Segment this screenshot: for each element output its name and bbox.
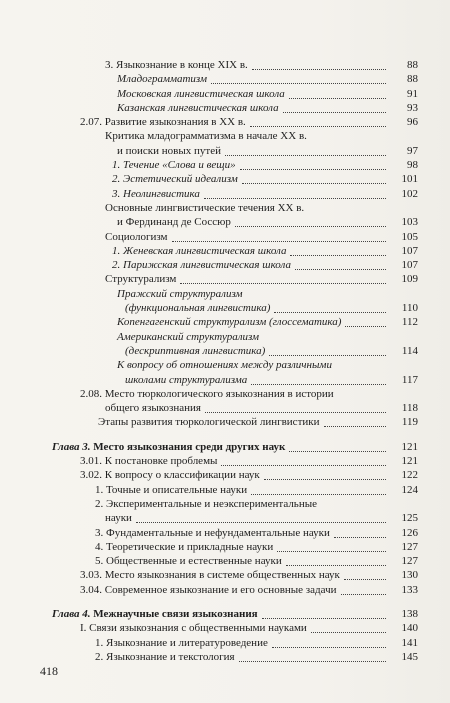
dot-leader	[286, 554, 386, 566]
toc-page-number: 125	[401, 512, 418, 525]
toc-entry	[0, 287, 450, 301]
toc-entry	[0, 540, 450, 554]
dot-leader	[242, 172, 386, 184]
toc-page-number: 121	[401, 455, 418, 468]
dot-leader	[225, 144, 386, 156]
toc-entry	[0, 454, 450, 468]
dot-leader	[204, 187, 386, 199]
toc-entry	[0, 215, 450, 229]
toc-entry-title: Глава 4. Межнаучные связи языкознания	[52, 607, 258, 620]
toc-entry-title: Основные лингвистические течения XX в.	[105, 201, 305, 214]
dot-leader	[211, 72, 386, 84]
toc-entry	[0, 568, 450, 582]
toc-entry	[0, 115, 450, 129]
dot-leader	[274, 301, 386, 313]
toc-page-number: 88	[407, 59, 418, 71]
toc-entry-title: общего языкознания	[105, 402, 201, 415]
toc-entry	[0, 201, 450, 215]
toc-entry	[0, 129, 450, 143]
toc-page-number: 110	[401, 302, 418, 315]
dot-leader	[235, 215, 386, 227]
toc-entry-title: 3. Языкознание в конце XIX в.	[105, 59, 248, 71]
toc-entry-title: Критика младограмматизма в начале XX в.	[105, 130, 307, 143]
dot-leader	[251, 373, 386, 385]
toc-entry	[0, 244, 450, 258]
toc-entry	[0, 272, 450, 286]
dot-leader	[239, 650, 386, 662]
toc-entry-title: Копенгагенский структурализм (глоссематика)	[117, 316, 342, 329]
dot-leader	[251, 483, 386, 495]
toc-page-number: 88	[407, 73, 418, 86]
dot-leader	[205, 401, 386, 413]
page-number: 418	[40, 664, 58, 678]
toc-page-number: 130	[401, 569, 418, 582]
toc-entry-title: 1. Точные и описательные науки	[95, 483, 248, 496]
toc-entry-title: школами структурализма	[125, 373, 248, 386]
section-gap	[0, 597, 450, 607]
toc-entry-title: 3. Фундаментальные и нефундаментальные науки	[95, 526, 330, 539]
dot-leader	[240, 158, 386, 170]
table-of-contents	[0, 58, 450, 664]
toc-entry	[0, 583, 450, 597]
toc-entry	[0, 526, 450, 540]
toc-entry	[0, 373, 450, 387]
dot-leader	[272, 636, 386, 648]
toc-page-number: 101	[401, 173, 418, 186]
toc-entry-title: 1. Течение «Слова и вещи»	[112, 159, 236, 172]
toc-entry	[0, 87, 450, 101]
toc-entry-title: 3.02. К вопросу о классификации наук	[80, 469, 260, 482]
toc-entry-title: Пражский структурализм	[117, 287, 243, 300]
toc-entry	[0, 258, 450, 272]
toc-entry-title: 1. Женевская лингвистическая школа	[112, 244, 287, 257]
toc-entry	[0, 58, 450, 72]
toc-page-number: 107	[401, 259, 418, 272]
toc-page-number: 117	[401, 373, 418, 386]
dot-leader	[264, 468, 386, 480]
toc-page-number: 112	[401, 316, 418, 329]
dot-leader	[290, 244, 386, 256]
toc-page-number: 138	[401, 607, 418, 620]
toc-entry-title: Американский структурализм	[117, 330, 260, 343]
toc-page-number: 96	[407, 116, 418, 129]
toc-entry-title: Этапы развития тюркологической лингвистики	[98, 416, 320, 429]
toc-entry-title: I. Связи языкознания с общественными науками	[80, 622, 307, 635]
toc-entry	[0, 330, 450, 344]
toc-page-number: 140	[401, 622, 418, 635]
toc-page-number: 127	[401, 555, 418, 568]
toc-entry-title: 3.01. К постановке проблемы	[80, 455, 218, 468]
toc-entry-title: 4. Теоретические и прикладные науки	[95, 540, 274, 553]
toc-entry-title: 2. Экспериментальные и неэкспериментальные	[95, 497, 317, 510]
toc-entry	[0, 144, 450, 158]
toc-entry-title: (дескриптивная лингвистика)	[125, 344, 266, 357]
toc-entry-title: Социологизм	[105, 230, 168, 243]
toc-page-number: 127	[401, 540, 418, 553]
toc-entry	[0, 158, 450, 172]
toc-entry	[0, 358, 450, 372]
toc-page-number: 107	[401, 244, 418, 257]
toc-page-number: 118	[401, 402, 418, 415]
toc-entry-title: К вопросу об отношениях между различными	[117, 359, 332, 372]
dot-leader	[221, 454, 386, 466]
dot-leader	[262, 607, 386, 619]
toc-entry	[0, 401, 450, 415]
toc-entry	[0, 483, 450, 497]
dot-leader	[136, 511, 386, 523]
dot-leader	[311, 621, 386, 633]
toc-entry-title: науки	[105, 512, 132, 525]
toc-page-number: 133	[401, 583, 418, 596]
toc-page-number: 114	[401, 344, 418, 357]
toc-entry	[0, 497, 450, 511]
toc-entry-title: 1. Языкознание и литературоведение	[95, 636, 268, 649]
toc-entry	[0, 636, 450, 650]
section-gap	[0, 430, 450, 440]
toc-page-number: 126	[401, 526, 418, 539]
dot-leader	[180, 272, 386, 284]
dot-leader	[269, 344, 386, 356]
toc-entry-title: Московская лингвистическая школа	[117, 87, 285, 100]
toc-page-number: 119	[401, 416, 418, 429]
toc-chapter-entry	[0, 607, 450, 621]
toc-entry	[0, 101, 450, 115]
toc-entry	[0, 315, 450, 329]
dot-leader	[252, 58, 386, 70]
toc-entry	[0, 172, 450, 186]
toc-chapter-entry	[0, 440, 450, 454]
toc-page-number: 102	[401, 187, 418, 200]
dot-leader	[289, 440, 386, 452]
toc-entry-title: и Фердинанд де Соссюр	[117, 216, 231, 229]
dot-leader	[172, 230, 386, 242]
toc-entry	[0, 387, 450, 401]
toc-page-number: 98	[407, 159, 418, 172]
toc-entry-title: (функциональная лингвистика)	[125, 302, 271, 315]
toc-entry-title: 3. Неолингвистика	[112, 187, 200, 200]
toc-entry-title: 5. Общественные и естественные науки	[95, 555, 282, 568]
toc-entry-title: Казанская лингвистическая школа	[117, 101, 279, 114]
toc-page-number: 121	[401, 440, 418, 453]
toc-entry-title: Глава 3. Место языкознания среди других наук	[52, 440, 286, 453]
toc-entry-title: 3.04. Современное языкознание и его основные задачи	[80, 583, 337, 596]
dot-leader	[324, 415, 386, 427]
toc-page-number: 105	[401, 230, 418, 243]
toc-page-number: 93	[407, 101, 418, 114]
toc-entry	[0, 554, 450, 568]
toc-entry	[0, 301, 450, 315]
toc-page-number: 141	[401, 636, 418, 649]
toc-page-number: 145	[401, 650, 418, 663]
toc-page-number: 109	[401, 273, 418, 286]
dot-leader	[295, 258, 386, 270]
toc-entry	[0, 230, 450, 244]
toc-entry-title: и поиски новых путей	[117, 144, 221, 157]
toc-page-number: 122	[401, 469, 418, 482]
toc-entry	[0, 511, 450, 525]
toc-entry-title: 2.08. Место тюркологического языкознания в истории	[80, 387, 334, 400]
toc-entry-title: 2. Парижская лингвистическая школа	[112, 259, 291, 272]
toc-entry	[0, 468, 450, 482]
dot-leader	[277, 540, 386, 552]
toc-entry	[0, 650, 450, 664]
toc-entry-title: 2. Языкознание и текстология	[95, 650, 235, 663]
toc-entry	[0, 415, 450, 429]
toc-entry-title: 2.07. Развитие языкознания в XX в.	[80, 116, 246, 129]
toc-page-number: 91	[407, 87, 418, 100]
dot-leader	[289, 87, 386, 99]
toc-page-number: 97	[407, 144, 418, 157]
toc-entry	[0, 72, 450, 86]
toc-entry-title: Структурализм	[105, 273, 177, 286]
dot-leader	[283, 101, 386, 113]
dot-leader	[250, 115, 386, 127]
toc-entry-title: 2. Эстетический идеализм	[112, 173, 238, 186]
toc-page-number: 103	[401, 216, 418, 229]
toc-entry-title: 3.03. Место языкознания в системе общественных наук	[80, 569, 340, 582]
toc-entry-title: Младограмматизм	[117, 73, 207, 86]
toc-page-number: 124	[401, 483, 418, 496]
toc-entry	[0, 344, 450, 358]
toc-entry	[0, 187, 450, 201]
toc-entry	[0, 621, 450, 635]
